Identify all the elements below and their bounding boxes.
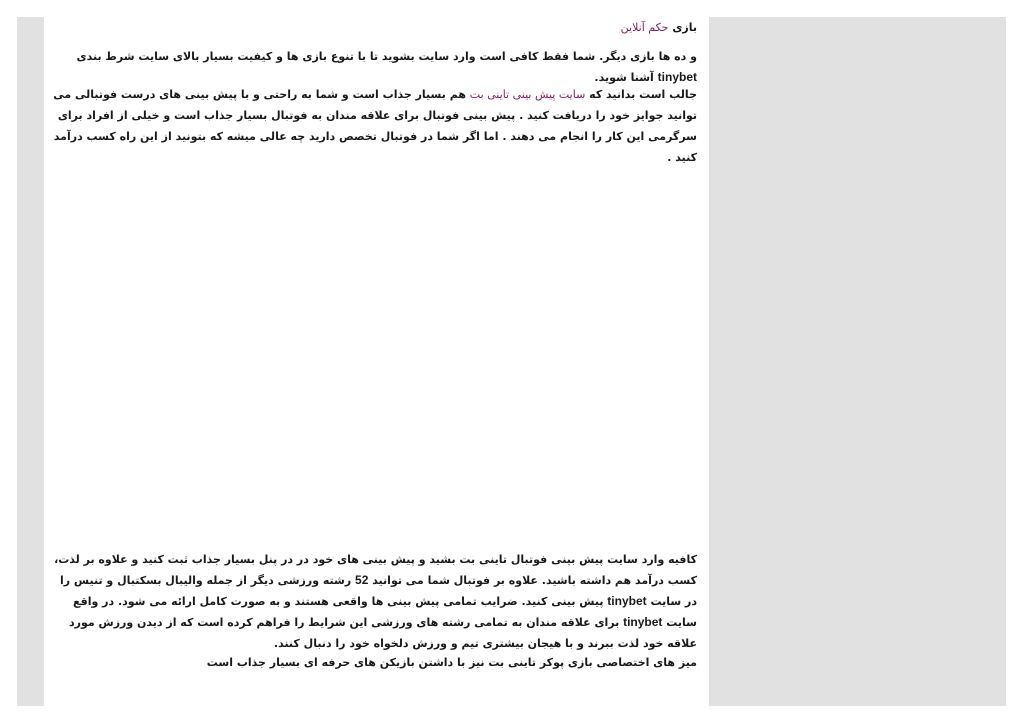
intro-text-before: و ده ها بازی دیگر. شما فقط کافی است وارد سایت بشوید تا با تنوع بازی ها و کیفیت بسیار بالای سایت شرط بندی: [76, 50, 697, 63]
heading-prefix: بازی: [668, 21, 697, 34]
intro-paragraph: [52, 46, 697, 88]
right-sidebar: [709, 17, 1006, 706]
article-content: [44, 17, 709, 706]
article-heading: [52, 17, 697, 38]
hokm-online-link[interactable]: حکم آنلاین: [620, 21, 669, 34]
sports-text-part4: برای علاقه مندان به تمامی رشته های ورزشی این شرایط را فراهم کرده است که از دیدن ورزش مورد علاقه خود لذت ببرند و با هیجان بیشتری تیم و ورزش دلخواه خود را دنبال کنند.: [69, 616, 697, 650]
brand-name: tinybet: [657, 70, 697, 84]
prediction-paragraph: [52, 84, 697, 168]
sports-text-part1: کافیه وارد سایت پیش بینی فوتبال تاینی بت بشید و پیش بینی های خود در در پنل بسیار جذاب ثبت کنید و علاوه بر لذت، کسب درآمد هم داشته باشید. علاوه بر فوتبال شما می توانید: [54, 553, 697, 587]
sports-paragraph: [52, 549, 697, 654]
poker-paragraph: میز های اختصاصی بازی پوکر تاینی بت نیز با داشتن بازیکن های حرفه ای بسیار جذاب است: [206, 656, 697, 669]
tinybet-prediction-site-link[interactable]: سایت پیش بینی تاینی بت: [469, 88, 586, 101]
brand-name: tinybet: [623, 615, 663, 629]
prediction-text-before: جالب است بدانید که: [585, 88, 697, 101]
intro-text-after: آشنا شوید.: [594, 71, 658, 84]
sports-text-part2: رشته ورزشی دیگر از جمله والیبال بسکتبال و تنیس را در سایت: [60, 574, 697, 608]
sports-text-part3: پیش بینی کنید. ضرایب تمامی پیش بینی ها واقعی هستند و به صورت کامل ارائه می شود. در واقع سایت: [72, 595, 697, 629]
prediction-text-after: هم بسیار جذاب است و شما به راحتی و با پیش بینی های درست فوتبالی می توانید جوایز خود را دریافت کنید . پیش بینی فوتبال برای علاقه مندان به فوتبال بسیار جذاب است و خیلی از افراد برای سرگرمی این کار را انجام می دهند . اما اگر شما در فوتبال تخصص دارید چه عالی میشه که بتونید از این راه کسب درآمد کنید .: [53, 88, 697, 164]
brand-name: tinybet: [607, 594, 647, 608]
sports-count: 52: [355, 573, 369, 587]
